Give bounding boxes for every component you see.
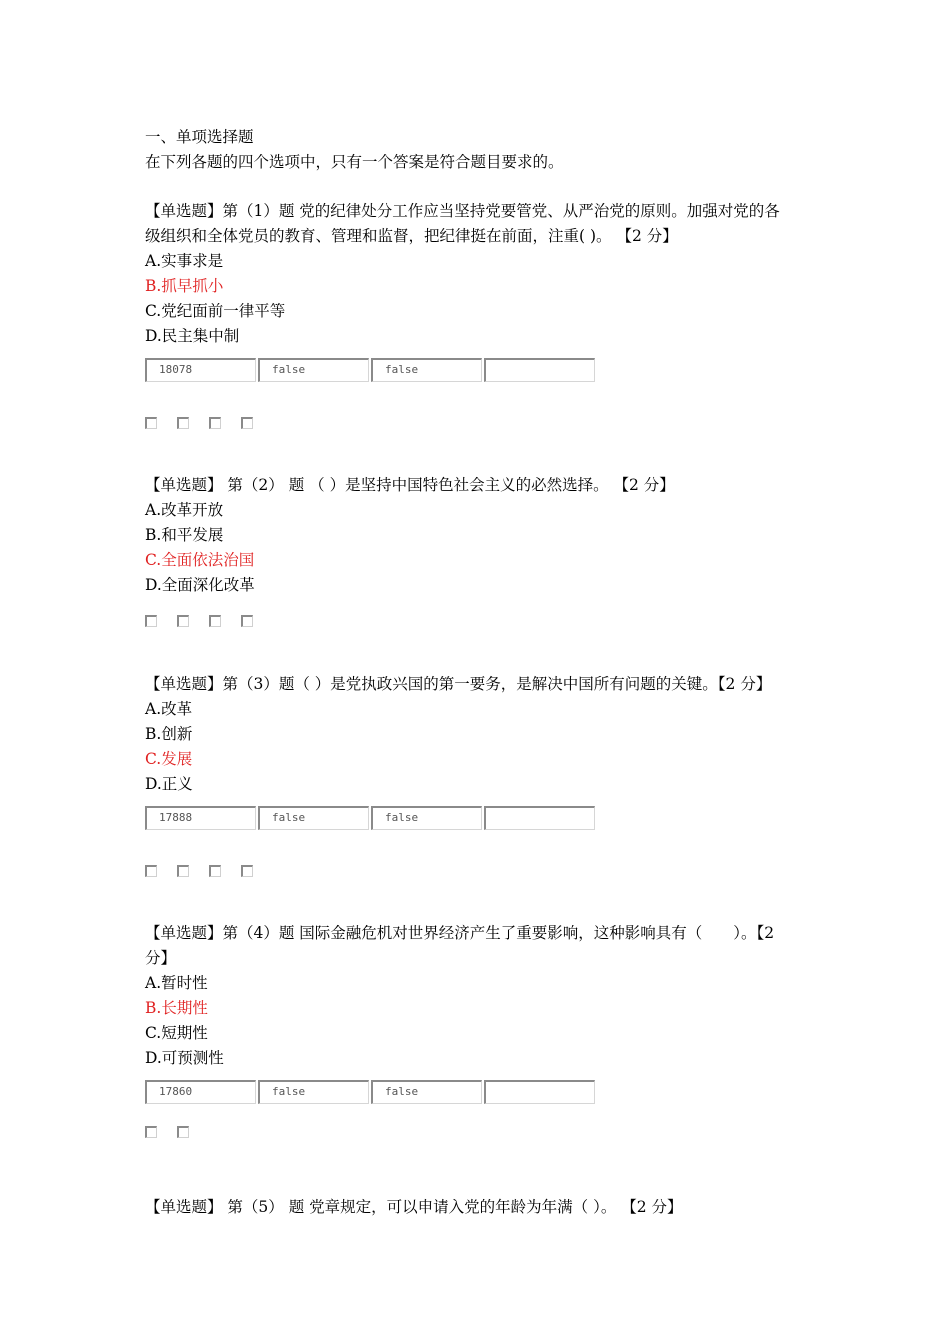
question-4-option-a: A.暂时性 — [145, 974, 208, 992]
question-3-option-c-correct: C.发展 — [145, 750, 193, 768]
question-1-field-empty[interactable] — [484, 358, 595, 382]
question-1-field-flag-1[interactable]: false — [258, 358, 369, 382]
question-1-stem-line-1: 【单选题】第（1）题 党的纪律处分工作应当坚持党要管党、从严治党的原则。加强对党的各 — [145, 202, 780, 220]
question-3-option-d: D.正义 — [145, 775, 193, 793]
question-3-stem: 【单选题】第（3）题（ ）是党执政兴国的第一要务，是解决中国所有问题的关键。【2 分】 — [145, 675, 772, 693]
question-1-checkbox-4[interactable] — [241, 417, 253, 429]
question-2-option-b: B.和平发展 — [145, 526, 224, 544]
question-4-checkbox-1[interactable] — [145, 1126, 157, 1138]
question-1-option-a: A.实事求是 — [145, 252, 224, 270]
question-2-checkboxes — [145, 615, 273, 627]
question-1-option-b-correct: B.抓早抓小 — [145, 277, 224, 295]
question-4-stem-line-2: 分】 — [145, 949, 177, 967]
question-1-option-d: D.民主集中制 — [145, 327, 240, 345]
question-1-checkboxes — [145, 417, 273, 429]
question-1-stem-line-2: 级组织和全体党员的教育、管理和监督，把纪律挺在前面，注重( )。 【2 分】 — [145, 227, 678, 245]
question-4-field-id[interactable]: 17860 — [145, 1080, 256, 1104]
question-1-checkbox-2[interactable] — [177, 417, 189, 429]
question-3-field-id[interactable]: 17888 — [145, 806, 256, 830]
question-1-fields — [145, 358, 595, 382]
question-4-fields — [145, 1080, 595, 1104]
question-3-field-empty[interactable] — [484, 806, 595, 830]
section-instruction: 在下列各题的四个选项中，只有一个答案是符合题目要求的。 — [145, 153, 564, 171]
question-3-checkbox-4[interactable] — [241, 865, 253, 877]
question-2-checkbox-3[interactable] — [209, 615, 221, 627]
question-2-checkbox-2[interactable] — [177, 615, 189, 627]
question-3-checkbox-3[interactable] — [209, 865, 221, 877]
question-5-stem: 【单选题】 第（5） 题 党章规定，可以申请入党的年龄为年满（ ）。 【2 分】 — [145, 1198, 683, 1216]
question-4-checkboxes — [145, 1126, 209, 1138]
question-4-option-c: C.短期性 — [145, 1024, 208, 1042]
question-3-checkboxes — [145, 865, 273, 877]
question-4-option-b-correct: B.长期性 — [145, 999, 208, 1017]
question-3-field-flag-2[interactable]: false — [371, 806, 482, 830]
question-1-option-c: C.党纪面前一律平等 — [145, 302, 286, 320]
question-4-option-d: D.可预测性 — [145, 1049, 224, 1067]
question-3-option-a: A.改革 — [145, 700, 193, 718]
question-3-field-flag-1[interactable]: false — [258, 806, 369, 830]
question-2-stem: 【单选题】 第（2） 题 （ ）是坚持中国特色社会主义的必然选择。 【2 分】 — [145, 476, 675, 494]
question-2-checkbox-1[interactable] — [145, 615, 157, 627]
question-3-checkbox-2[interactable] — [177, 865, 189, 877]
question-3-option-b: B.创新 — [145, 725, 193, 743]
question-2-checkbox-4[interactable] — [241, 615, 253, 627]
question-4-checkbox-2[interactable] — [177, 1126, 189, 1138]
question-2-option-c-correct: C.全面依法治国 — [145, 551, 255, 569]
question-4-field-empty[interactable] — [484, 1080, 595, 1104]
question-2-option-a: A.改革开放 — [145, 501, 224, 519]
question-1-checkbox-1[interactable] — [145, 417, 157, 429]
question-2-option-d: D.全面深化改革 — [145, 576, 255, 594]
question-1-checkbox-3[interactable] — [209, 417, 221, 429]
question-4-stem-line-1: 【单选题】第（4）题 国际金融危机对世界经济产生了重要影响，这种影响具有（ ）。【2 — [145, 924, 775, 942]
question-4-field-flag-2[interactable]: false — [371, 1080, 482, 1104]
question-1-field-id[interactable]: 18078 — [145, 358, 256, 382]
question-4-field-flag-1[interactable]: false — [258, 1080, 369, 1104]
question-3-fields — [145, 806, 595, 830]
question-3-checkbox-1[interactable] — [145, 865, 157, 877]
question-1-field-flag-2[interactable]: false — [371, 358, 482, 382]
section-heading: 一、单项选择题 — [145, 128, 254, 146]
